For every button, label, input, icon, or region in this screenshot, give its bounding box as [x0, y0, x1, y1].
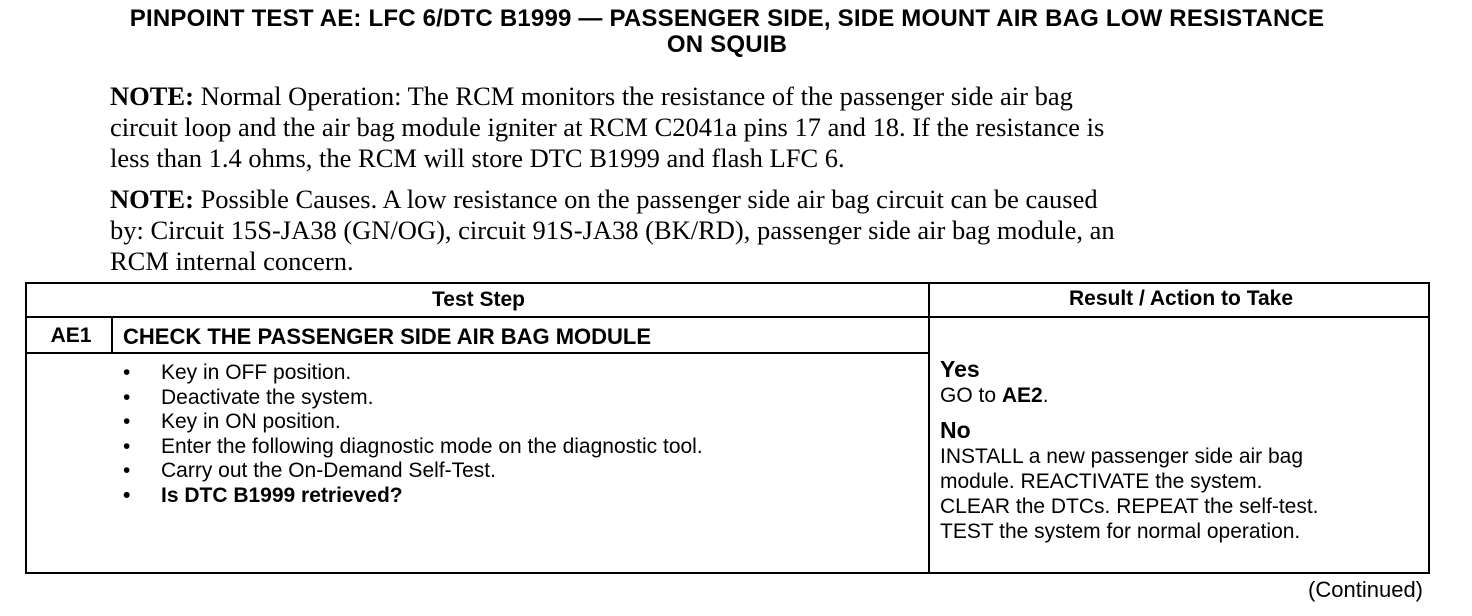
bullet-glyph: • [123, 410, 131, 433]
action-text: Key in ON position. [161, 410, 341, 433]
result-yes-label: Yes [940, 356, 980, 382]
note-label: NOTE: [110, 184, 194, 214]
note-text-line: by: Circuit 15S-JA38 (GN/OG), circuit 91S-JA38 (BK/RD), passenger side air bag module, an [110, 215, 1115, 245]
note-text-line: RCM internal concern. [110, 246, 354, 276]
header-divider [27, 316, 1428, 318]
result-no-label: No [940, 417, 971, 443]
note-normal-operation [110, 81, 1360, 174]
bullet-glyph: • [123, 361, 131, 384]
yes-text-prefix: GO to [940, 384, 1002, 407]
list-item [123, 386, 703, 411]
header-result-action: Result / Action to Take [1068, 287, 1294, 310]
action-list [123, 361, 703, 508]
pinpoint-test-table [25, 282, 1430, 574]
note-possible-causes [110, 184, 1360, 277]
bullet-glyph: • [123, 483, 131, 507]
continued-label: (Continued) [1308, 577, 1423, 602]
list-item [123, 435, 703, 460]
result-no-text [940, 444, 1420, 544]
note-label: NOTE: [110, 81, 194, 111]
yes-text-suffix: . [1042, 384, 1049, 407]
column-divider [928, 284, 930, 572]
list-item [123, 361, 703, 386]
note-text-line: Possible Causes. A low resistance on the passenger side air bag circuit can be caused [200, 184, 1098, 214]
page-title [0, 6, 1454, 58]
no-text-line: CLEAR the DTCs. REPEAT the self-test. [940, 495, 1319, 518]
bullet-glyph: • [123, 459, 131, 482]
step-title: CHECK THE PASSENGER SIDE AIR BAG MODULE [123, 324, 652, 349]
action-text: Carry out the On-Demand Self-Test. [161, 459, 496, 482]
list-item [123, 484, 703, 509]
header-test-step: Test Step [432, 288, 525, 311]
action-text: Deactivate the system. [161, 385, 374, 409]
no-text-line: TEST the system for normal operation. [940, 520, 1301, 543]
list-item [123, 459, 703, 484]
action-question: Is DTC B1999 retrieved? [161, 483, 403, 507]
result-yes-text [940, 383, 1420, 408]
action-text: Key in OFF position. [161, 361, 352, 384]
bullet-glyph: • [123, 434, 131, 458]
list-item [123, 410, 703, 435]
no-text-line: module. REACTIVATE the system. [940, 470, 1263, 493]
yes-step-reference: AE2 [1001, 384, 1043, 407]
step-id: AE1 [50, 324, 92, 347]
note-text-line: Normal Operation: The RCM monitors the resistance of the passenger side air bag [200, 81, 1073, 111]
note-text-line: less than 1.4 ohms, the RCM will store DTC B1999 and flash LFC 6. [110, 143, 845, 173]
action-text: Enter the following diagnostic mode on the diagnostic tool. [161, 434, 703, 458]
no-text-line: INSTALL a new passenger side air bag [940, 445, 1304, 468]
title-line-1: PINPOINT TEST AE: LFC 6/DTC B1999 — PASSENGER SIDE, SIDE MOUNT AIR BAG LOW RESISTANCE [129, 5, 1325, 32]
bullet-glyph: • [123, 385, 131, 409]
title-line-2: ON SQUIB [666, 31, 788, 58]
note-text-line: circuit loop and the air bag module igniter at RCM C2041a pins 17 and 18. If the resistance is [110, 112, 1105, 142]
step-title-divider [27, 352, 928, 354]
